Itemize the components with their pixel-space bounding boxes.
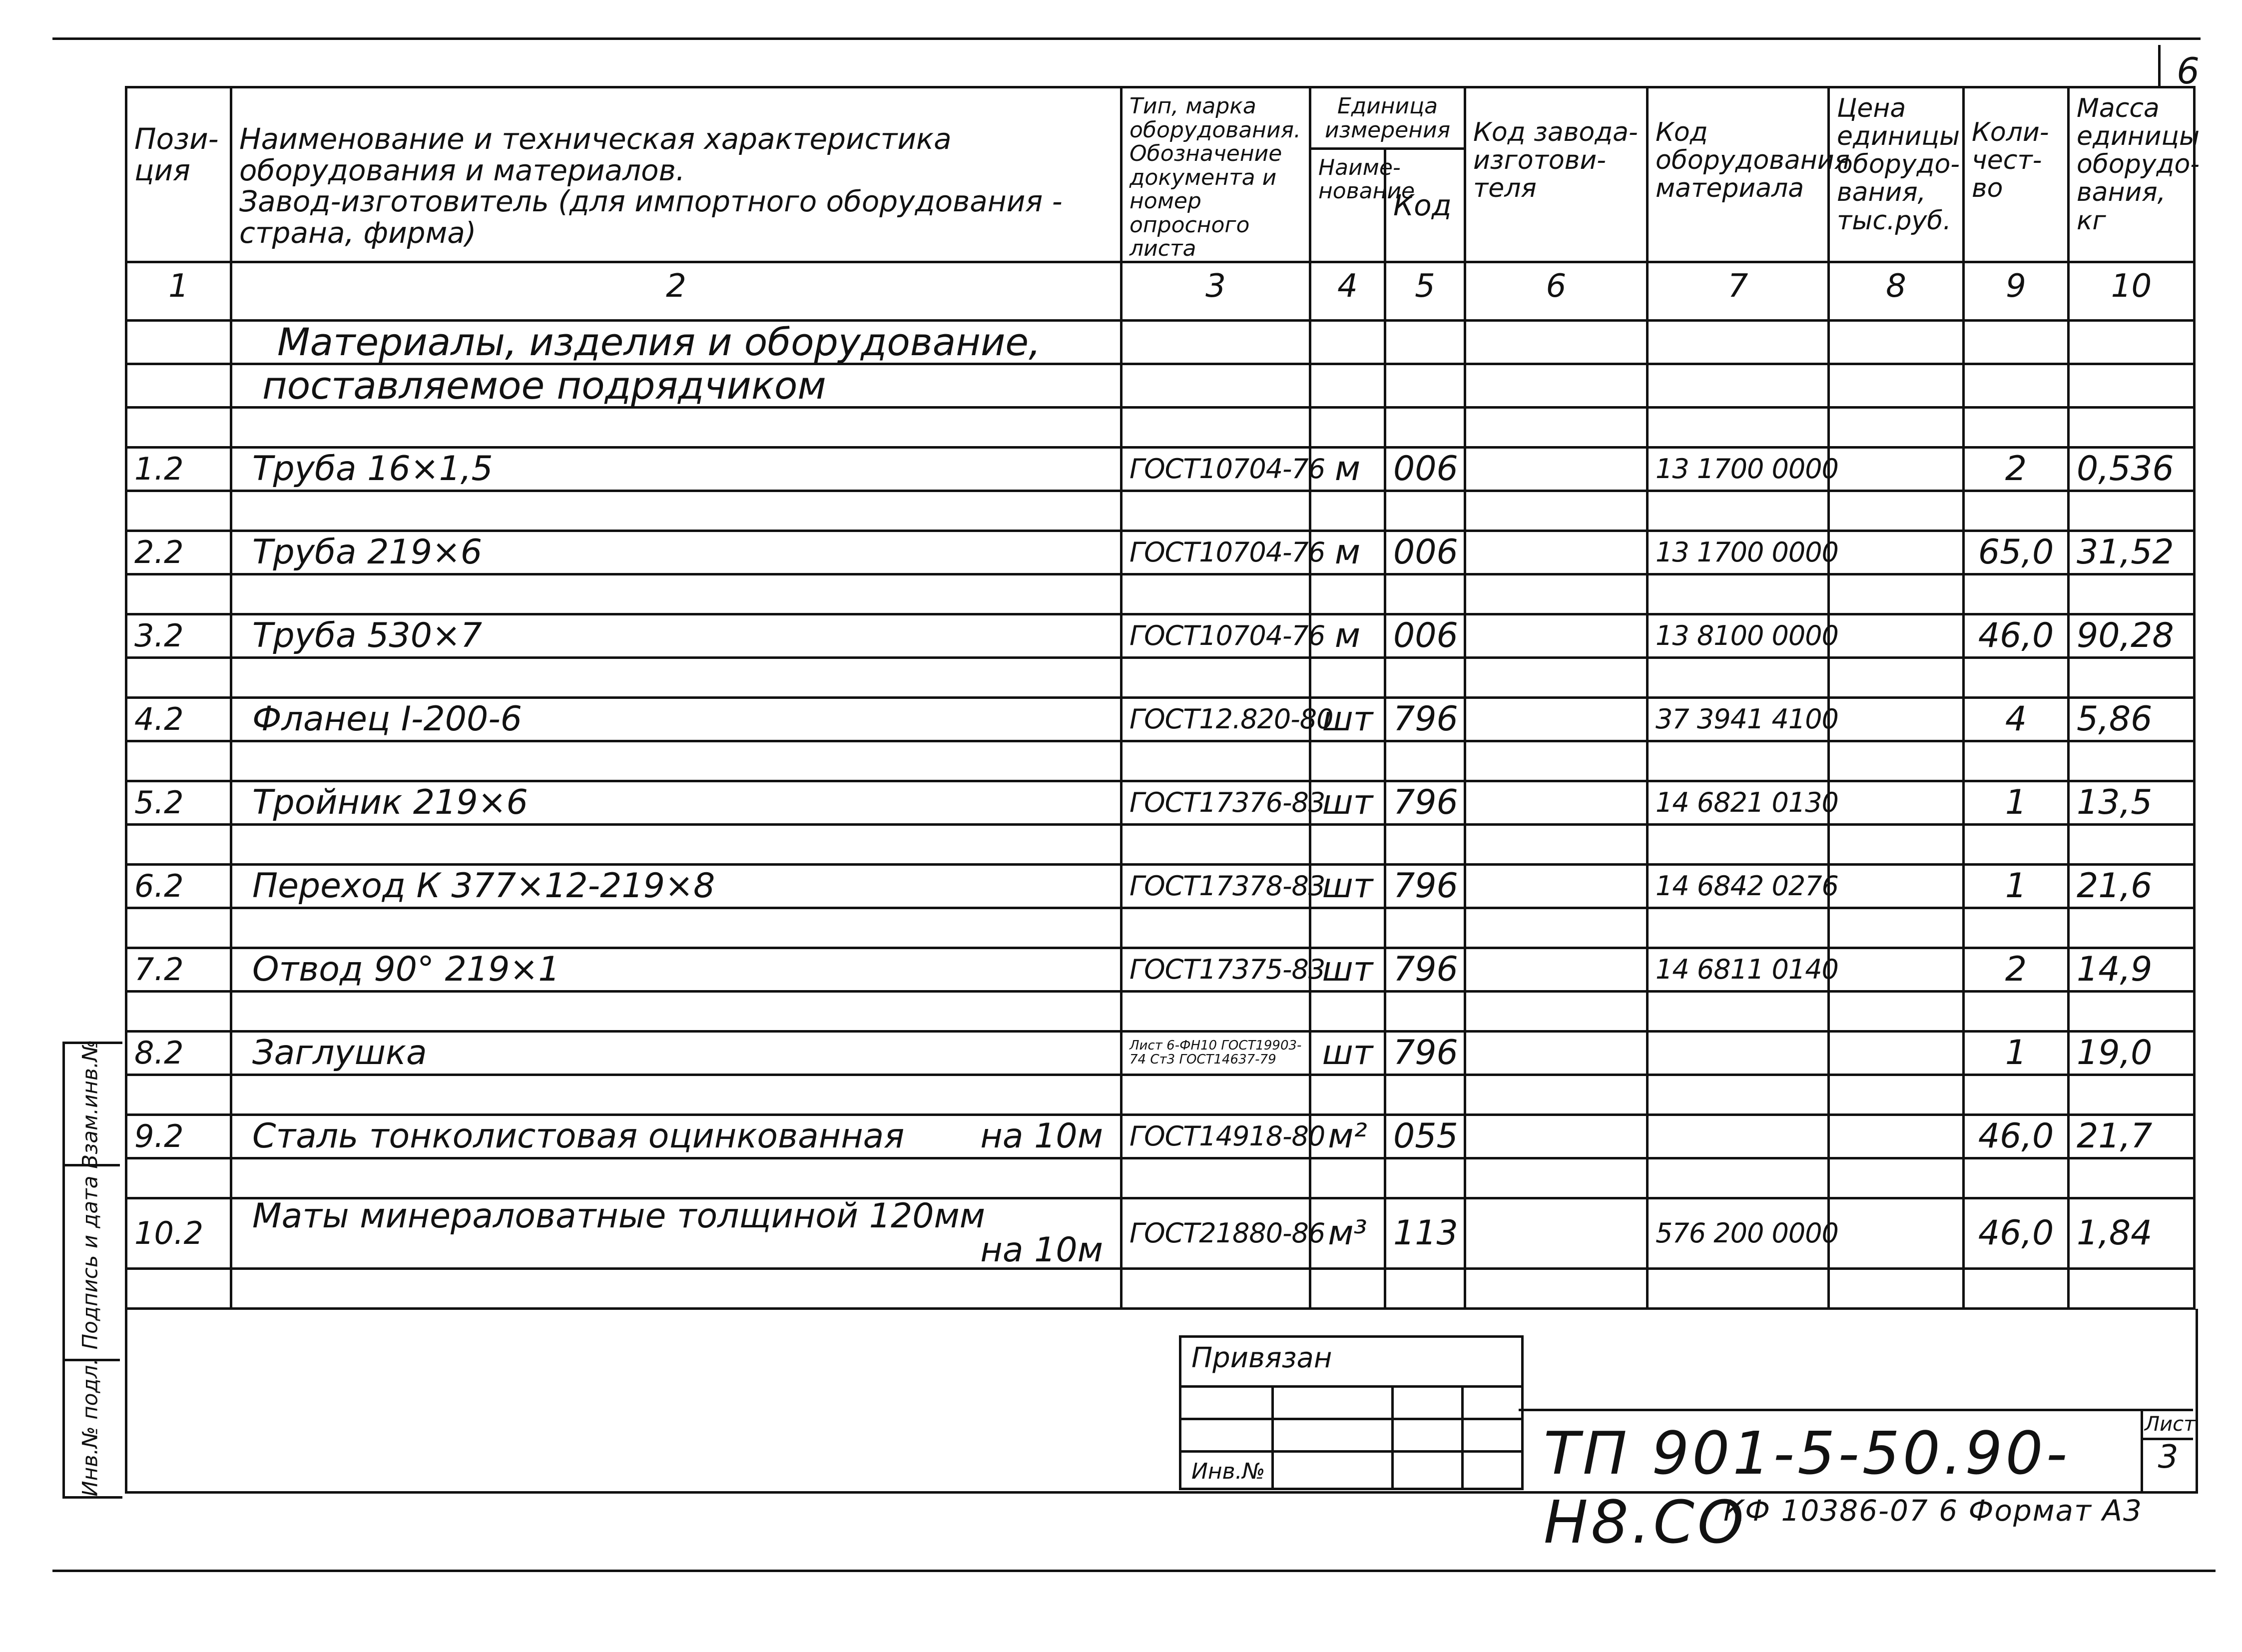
plant-code-cell	[1465, 1031, 1648, 1075]
mass-cell: 90,28	[2069, 614, 2195, 657]
header-type: Тип, марка оборудования. Обозначение документа и номер опросного листа	[1121, 87, 1310, 262]
standard-cell: Лист 6-ФН10 ГОСТ19903-74 Ст3 ГОСТ14637-79	[1121, 1031, 1310, 1075]
plant-code-cell	[1465, 447, 1648, 491]
item-name-cell	[231, 531, 1121, 574]
column-number: 1	[126, 262, 231, 320]
header-mass: Масса единицы оборудо-вания, кг	[2069, 87, 2195, 262]
quantity-cell: 1	[1964, 1031, 2069, 1075]
position-cell: 10.2	[126, 1198, 231, 1268]
table-row	[126, 1114, 2195, 1158]
standard-cell: ГОСТ17375-83	[1121, 948, 1310, 991]
item-name-text: Труба 219×6	[252, 532, 483, 572]
standard-cell: ГОСТ10704-76	[1121, 531, 1310, 574]
binding-block	[1179, 1335, 1524, 1490]
position-cell: 8.2	[126, 1031, 231, 1075]
title-block-top	[1519, 1409, 2193, 1411]
blank-row	[126, 1075, 2195, 1114]
corner-sheet-number: 6	[2177, 50, 2200, 92]
material-code-cell: 37 3941 4100	[1648, 697, 1829, 741]
header-name	[231, 87, 1121, 262]
material-code-cell: 14 6821 0130	[1648, 781, 1829, 824]
blank-row	[126, 1158, 2195, 1198]
item-name-text: Маты минераловатные толщиной 120мм	[252, 1196, 986, 1236]
position-cell: 7.2	[126, 948, 231, 991]
blank-row	[126, 991, 2195, 1031]
price-cell	[1829, 697, 1964, 741]
item-name-text: Переход К 377×12-219×8	[252, 866, 715, 906]
unit-cell: м	[1310, 447, 1385, 491]
unit-code-cell: 055	[1385, 1114, 1465, 1158]
material-code-cell: 13 8100 0000	[1648, 614, 1829, 657]
unit-cell: м²	[1310, 1114, 1385, 1158]
header-quantity: Коли-чест-во	[1964, 87, 2069, 262]
standard-cell: ГОСТ12.820-80	[1121, 697, 1310, 741]
column-number: 8	[1829, 262, 1964, 320]
binding-rule	[1181, 1418, 1521, 1420]
section-heading-row	[126, 320, 2195, 364]
item-name-text: Заглушка	[252, 1033, 427, 1073]
mass-cell: 31,52	[2069, 531, 2195, 574]
material-code-cell: 14 6811 0140	[1648, 948, 1829, 991]
header-unit-name: Наиме-нование	[1310, 148, 1385, 262]
top-border-line	[52, 37, 2201, 40]
position-cell: 9.2	[126, 1114, 231, 1158]
price-cell	[1829, 531, 1964, 574]
binding-divider	[1271, 1385, 1274, 1488]
price-cell	[1829, 1031, 1964, 1075]
blank-row	[126, 657, 2195, 697]
quantity-cell: 46,0	[1964, 614, 2069, 657]
standard-cell: ГОСТ14918-80	[1121, 1114, 1310, 1158]
plant-code-cell	[1465, 781, 1648, 824]
column-number: 3	[1121, 262, 1310, 320]
side-replace-inv: Взам.инв.№	[77, 1039, 102, 1169]
price-cell	[1829, 781, 1964, 824]
unit-cell: шт	[1310, 781, 1385, 824]
quantity-cell: 2	[1964, 447, 2069, 491]
unit-code-cell: 006	[1385, 447, 1465, 491]
quantity-cell: 4	[1964, 697, 2069, 741]
table-row	[126, 781, 2195, 824]
inventory-label: Инв.№	[1191, 1459, 1265, 1484]
header-plant-code: Код завода-изготови-теля	[1465, 87, 1648, 262]
column-number: 10	[2069, 262, 2195, 320]
position-cell: 6.2	[126, 864, 231, 908]
price-cell	[1829, 948, 1964, 991]
item-name-cell	[231, 697, 1121, 741]
blank-row	[126, 741, 2195, 781]
sheet-value: 3	[2158, 1439, 2179, 1476]
item-name-cell	[231, 864, 1121, 908]
header-unit-group: Единица измерения	[1310, 87, 1465, 149]
specification-table	[125, 86, 2200, 1310]
document-designation: ТП 901-5-50.90-Н8.СО	[1544, 1419, 2071, 1557]
side-sign-date: Подпись и дата	[77, 1175, 102, 1350]
quantity-cell: 46,0	[1964, 1198, 2069, 1268]
unit-code-cell: 796	[1385, 697, 1465, 741]
item-name-cell	[231, 781, 1121, 824]
section-heading-row	[126, 364, 2195, 407]
standard-cell: ГОСТ10704-76	[1121, 614, 1310, 657]
standard-cell: ГОСТ21880-86	[1121, 1198, 1310, 1268]
material-code-cell	[1648, 1031, 1829, 1075]
price-cell	[1829, 614, 1964, 657]
unit-cell: м	[1310, 531, 1385, 574]
binding-divider	[1461, 1385, 1464, 1488]
blank-row	[126, 824, 2195, 864]
mass-cell: 0,536	[2069, 447, 2195, 491]
unit-code-cell: 796	[1385, 781, 1465, 824]
section-heading-line1: Материалы, изделия и оборудование,	[231, 320, 1121, 364]
mass-cell: 13,5	[2069, 781, 2195, 824]
header-position: Пози-ция	[126, 87, 231, 262]
unit-code-cell: 006	[1385, 614, 1465, 657]
blank-row	[126, 491, 2195, 531]
column-number: 6	[1465, 262, 1648, 320]
quantity-cell: 1	[1964, 781, 2069, 824]
quantity-cell: 1	[1964, 864, 2069, 908]
item-name-text: Отвод 90° 219×1	[252, 949, 560, 989]
material-code-cell	[1648, 1114, 1829, 1158]
price-cell	[1829, 1114, 1964, 1158]
item-name-text: Труба 530×7	[252, 615, 483, 655]
unit-code-cell: 796	[1385, 1031, 1465, 1075]
blank-row	[126, 1268, 2195, 1308]
unit-cell: шт	[1310, 864, 1385, 908]
item-name-text: Труба 16×1,5	[252, 449, 493, 489]
item-name-cell	[231, 948, 1121, 991]
table-row	[126, 1198, 2195, 1268]
unit-code-cell: 113	[1385, 1198, 1465, 1268]
column-number: 7	[1648, 262, 1829, 320]
position-cell: 5.2	[126, 781, 231, 824]
unit-cell: шт	[1310, 1031, 1385, 1075]
quantity-cell: 46,0	[1964, 1114, 2069, 1158]
price-cell	[1829, 864, 1964, 908]
standard-cell: ГОСТ17378-83	[1121, 864, 1310, 908]
position-cell: 4.2	[126, 697, 231, 741]
item-name-cell	[231, 614, 1121, 657]
position-cell: 3.2	[126, 614, 231, 657]
blank-row	[126, 908, 2195, 948]
item-name-cell	[231, 1198, 1121, 1268]
header-name-line1: Наименование и техническая характеристика оборудования и материалов.	[239, 122, 952, 187]
item-name-cell	[231, 1114, 1121, 1158]
mass-cell: 21,7	[2069, 1114, 2195, 1158]
mass-cell: 5,86	[2069, 697, 2195, 741]
format-code: КФ 10386-07 6 Формат А3	[1723, 1494, 2143, 1528]
plant-code-cell	[1465, 531, 1648, 574]
column-number: 9	[1964, 262, 2069, 320]
plant-code-cell	[1465, 1114, 1648, 1158]
table-row	[126, 1031, 2195, 1075]
bottom-border-line	[52, 1570, 2216, 1572]
table-row	[126, 531, 2195, 574]
position-cell: 2.2	[126, 531, 231, 574]
mass-cell: 1,84	[2069, 1198, 2195, 1268]
item-name-text: Сталь тонколистовая оцинкованная	[252, 1116, 905, 1156]
sheet-label: Лист	[2145, 1413, 2196, 1436]
unit-cell: м	[1310, 614, 1385, 657]
item-name-extra: на 10м	[980, 1116, 1103, 1156]
item-name-text: Фланец I-200-6	[252, 699, 523, 739]
standard-cell: ГОСТ10704-76	[1121, 447, 1310, 491]
plant-code-cell	[1465, 614, 1648, 657]
side-orig-inv: Инв.№ подл.	[77, 1358, 102, 1497]
column-number: 2	[231, 262, 1121, 320]
price-cell	[1829, 1198, 1964, 1268]
column-number: 4	[1310, 262, 1385, 320]
unit-code-cell: 796	[1385, 864, 1465, 908]
top-right-tick	[2158, 45, 2161, 87]
table-row	[126, 948, 2195, 991]
plant-code-cell	[1465, 864, 1648, 908]
unit-cell: шт	[1310, 697, 1385, 741]
table-row	[126, 697, 2195, 741]
unit-cell: м³	[1310, 1198, 1385, 1268]
header-price: Цена единицы оборудо-вания, тыс.руб.	[1829, 87, 1964, 262]
mass-cell: 19,0	[2069, 1031, 2195, 1075]
section-heading-line2: поставляемое подрядчиком	[231, 364, 1121, 407]
price-cell	[1829, 447, 1964, 491]
material-code-cell: 13 1700 0000	[1648, 531, 1829, 574]
mass-cell: 14,9	[2069, 948, 2195, 991]
unit-cell: шт	[1310, 948, 1385, 991]
column-number: 5	[1385, 262, 1465, 320]
unit-code-cell: 006	[1385, 531, 1465, 574]
position-cell: 1.2	[126, 447, 231, 491]
header-unit-code: Код	[1385, 148, 1465, 262]
item-name-extra: на 10м	[980, 1230, 1103, 1270]
blank-row	[126, 574, 2195, 614]
header-material-code: Код оборудования материала	[1648, 87, 1829, 262]
mass-cell: 21,6	[2069, 864, 2195, 908]
binding-divider	[1391, 1385, 1394, 1488]
binding-rule	[1181, 1385, 1521, 1388]
material-code-cell: 576 200 0000	[1648, 1198, 1829, 1268]
unit-code-cell: 796	[1385, 948, 1465, 991]
plant-code-cell	[1465, 1198, 1648, 1268]
table-row	[126, 864, 2195, 908]
item-name-text: Тройник 219×6	[252, 782, 528, 822]
column-number-row	[126, 262, 2195, 320]
plant-code-cell	[1465, 948, 1648, 991]
material-code-cell: 14 6842 0276	[1648, 864, 1829, 908]
plant-code-cell	[1465, 697, 1648, 741]
material-code-cell: 13 1700 0000	[1648, 447, 1829, 491]
quantity-cell: 2	[1964, 948, 2069, 991]
table-row	[126, 614, 2195, 657]
standard-cell: ГОСТ17376-83	[1121, 781, 1310, 824]
table-row	[126, 447, 2195, 491]
item-name-cell	[231, 447, 1121, 491]
quantity-cell: 65,0	[1964, 531, 2069, 574]
item-name-cell	[231, 1031, 1121, 1075]
binding-rule	[1181, 1450, 1521, 1453]
binding-label: Привязан	[1191, 1342, 1332, 1374]
header-name-line2: Завод-изготовитель (для импортного оборудования - страна, фирма)	[239, 184, 1063, 250]
